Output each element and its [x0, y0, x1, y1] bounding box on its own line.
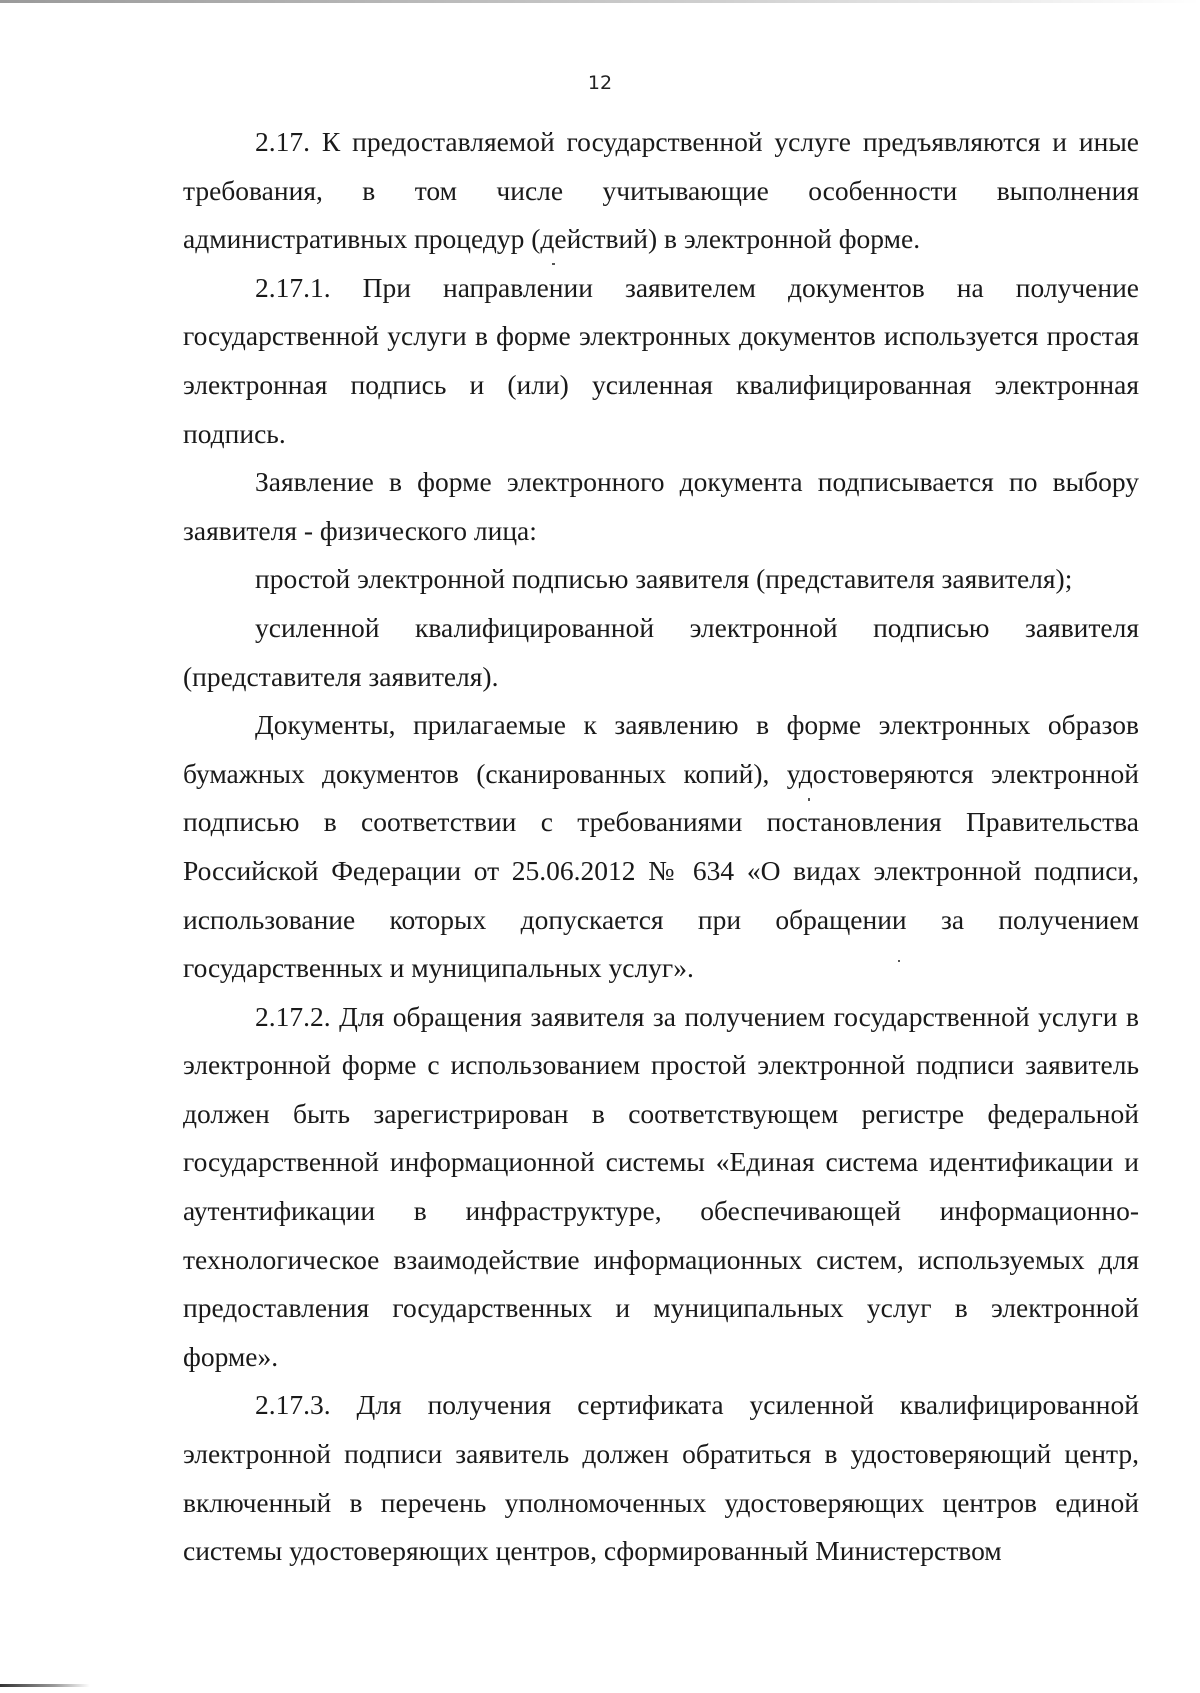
document-body [183, 118, 1139, 1576]
scan-speck [552, 263, 555, 265]
paragraph-2-17-3: 2.17.3. Для получения сертификата усиленной квалифицированной электронной подписи заявитель должен обратиться в удостоверяющий центр, включенный в перечень уполномоченных удостоверяющих центров единой системы удостоверяющих центров, сформированный Министерством [183, 1389, 1139, 1567]
paragraph-2-17: 2.17. К предоставляемой государственной услуге предъявляются и иные требования, в том числе учитывающие особенности выполнения административных процедур (действий) в электронной форме. [183, 126, 1139, 255]
paragraph-application-signature: Заявление в форме электронного документа подписывается по выбору заявителя - физического лица: [183, 466, 1139, 546]
paragraph-2-17-2: 2.17.2. Для обращения заявителя за получением государственной услуги в электронной форме с использованием простой электронной подписи заявитель должен быть зарегистрирован в соответствующем регистре федеральной государственной информационной системы «Единая система идентификации и аутентификации в инфраструктуре, обеспечивающей информационно-технологическое взаимодействие информационных систем, используемых для предоставления государственных и муниципальных услуг в электронной форме». [183, 1000, 1139, 1372]
scan-edge-top [0, 0, 1200, 3]
paragraph-attached-documents: Документы, прилагаемые к заявлению в форме электронных образов бумажных документов (сканированных копий), удостоверяются электронной подписью в соответствии с требованиями постановления Правительства Российской Федерации от 25.06.2012 № 634 «О видах электронной подписи, использование которых допускается при обращении за получением государственных и муниципальных услуг». [183, 709, 1139, 984]
list-item-simple-signature: простой электронной подписью заявителя (представителя заявителя); [255, 563, 1073, 595]
scan-speck [898, 960, 900, 962]
scan-edge-bottom [0, 1684, 90, 1687]
paragraph-2-17-1: 2.17.1. При направлении заявителем документов на получение государственной услуги в форме электронных документов используется простая электронная подпись и (или) усиленная квалифицированная электронная подпись. [183, 271, 1139, 449]
page-number: 12 [587, 72, 613, 94]
list-item-qualified-signature: усиленной квалифицированной электронной подписью заявителя (представителя заявителя). [183, 611, 1139, 692]
scan-speck [808, 798, 810, 801]
